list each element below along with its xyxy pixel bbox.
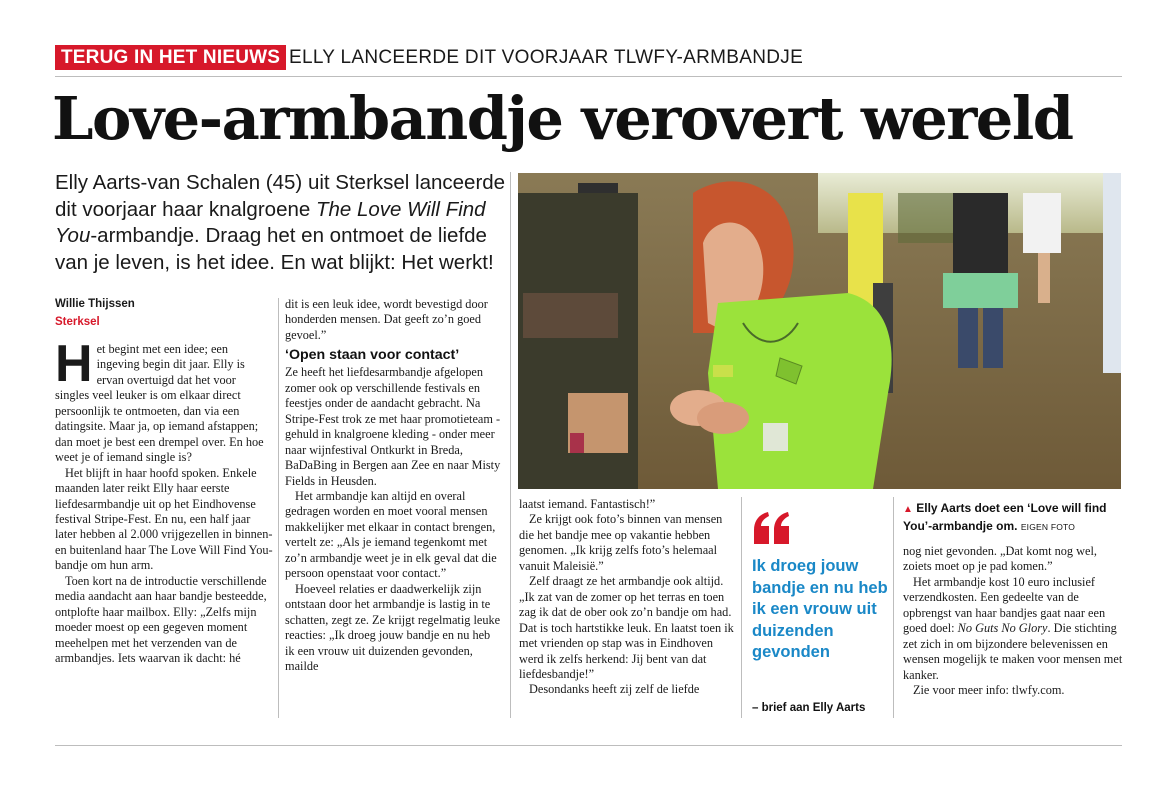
byline-author: Willie Thijssen — [55, 298, 135, 310]
article-column-2 — [285, 297, 502, 674]
quote-mark-icon — [752, 512, 792, 551]
paragraph — [903, 575, 1123, 683]
photo-caption — [903, 500, 1123, 535]
byline-place: Sterksel — [55, 316, 100, 328]
section-tag: TERUG IN HET NIEUWS — [55, 45, 286, 70]
bottom-divider — [55, 745, 1122, 746]
paragraph: laatst iemand. Fantastisch!” — [519, 497, 656, 511]
column-divider — [278, 298, 279, 718]
pull-quote-attribution: – brief aan Elly Aarts — [752, 702, 866, 714]
subheading: ‘Open staan voor contact’ — [285, 347, 460, 364]
intro-text-start: Elly Aarts-van Schalen (45) uit Sterksel lanceerde dit voorjaar haar knalgroene — [55, 171, 506, 221]
paragraph-text: Het armbandje kost 10 euro inclusief verzendkosten. Een gedeelte van de opbrengst van haar bandjes gaat naar een goed doel: — [903, 574, 1106, 636]
column-divider — [893, 497, 894, 718]
charity-name: No Guts No Glory — [957, 621, 1048, 636]
paragraph: nog niet gevonden. „Dat komt nog wel, zoiets moet op je pad komen.” — [903, 544, 1097, 574]
kicker-text: ELLY LANCEERDE DIT VOORJAAR TLWFY-ARMBANDJE — [289, 47, 804, 68]
paragraph: Hoeveel relaties er daadwerkelijk zijn ontstaan door het armbandje is lastig in te schatten, zegt ze. Ze krijgt regelmatig leuke reacties: „Ik droeg jouw bandje en nu heb ik een vrouw uit duizenden gevonden, mailde — [285, 581, 501, 673]
article-photo — [518, 173, 1121, 489]
paragraph: Zie voor meer info: tlwfy.com. — [913, 683, 1065, 698]
paragraph-text: . Die stichting zet zich in om bijzondere belevenissen en wensen mogelijk te maken voor mensen met kanker. — [903, 621, 1123, 682]
intro-title-italic: The Love Will Find You — [55, 197, 486, 247]
paragraph: Het armbandje kan altijd en overal gedragen worden en moet vooral mensen makkelijker met elkaar in contact brengen, vertelt ze: „Als je iemand tegenkomt met zo’n armbandje weet je in elk geval dat die persoon openstaat voor contact.” — [285, 488, 497, 581]
article-column-3 — [519, 497, 736, 698]
column-divider — [510, 172, 511, 718]
photo-illustration — [518, 173, 1121, 489]
paragraph: Het blijft in haar hoofd spoken. Enkele maanden later reikt Elly haar eerste liefdesarmbandje uit op het Eindhovense festival Stripe-Fest. En nu, een half jaar later hebben al 2.000 vrijgezellen in binnen- en buitenland haar The Love Will Find You-bandje om hun arm. — [55, 465, 273, 573]
paragraph: Desondanks heeft zij zelf de liefde — [529, 682, 700, 697]
caption-text: Elly Aarts doet een ‘Love will find You’-armbandje om. — [903, 501, 1107, 533]
article-column-1 — [55, 335, 273, 667]
triangle-icon: ▲ — [903, 504, 913, 515]
paragraph: Ze heeft het liefdesarmbandje afgelopen zomer ook op verschillende festivals en feestjes onder de aandacht gebracht. Na Stripe-Fest trok ze met haar promotieteam - gehuld in knalgroene kleding - onder meer naar wijnfestival Ontkurkt in Breda, BaDaBing in Bergen aan Zee en naar Misty Fields in Heusden. — [285, 365, 501, 488]
photo-credit: EIGEN FOTO — [1020, 522, 1076, 532]
paragraph: Ze krijgt ook foto’s binnen van mensen die het bandje mee op vakantie hebben genomen. „Ik krijg zelfs foto’s helemaal vanuit Maleisië.” — [519, 512, 723, 573]
pull-quote: Ik droeg jouw bandje en nu heb ik een vrouw uit duizenden gevonden — [752, 557, 888, 661]
drop-cap: H — [55, 335, 93, 393]
intro-paragraph — [55, 170, 510, 276]
paragraph: dit is een leuk idee, wordt bevestigd door honderden mensen. Dat geeft zo’n goed gevoel.” — [285, 297, 488, 342]
paragraph: Zelf draagt ze het armbandje ook altijd. „Ik zat van de zomer op het terras en toen zag ik dat de ober ook zo’n bandje om had. Dat is toch hartstikke leuk. En laatst toen ik met vrienden op stap was in Eindhoven werd ik zelfs herkend: Jij bent van dat liefdesbandje!” — [519, 574, 734, 681]
headline: Love-armbandje verovert wereld — [52, 84, 1073, 153]
paragraph-text: et begint met een idee; een ingeving begin dit jaar. Elly is ervan overtuigd dat het voor singles veel leuker is om elkaar direct persoonlijk te ontmoeten, dan via een datingsite. Maar ja, op iemand afstappen; dan moet je best een drempel over. En hoe weet je of iemand single is? — [55, 342, 264, 465]
column-divider — [741, 497, 742, 718]
paragraph: Toen kort na de introductie verschillende media aandacht aan haar bandje besteedde, ontplofte haar mailbox. Elly: „Zelfs mijn moeder moest op een gegeven moment meehelpen met het verzenden van de armbandjes. Iets waarvan ik dacht: hé — [55, 573, 267, 666]
article-column-4 — [903, 544, 1123, 699]
paragraph — [55, 335, 273, 466]
intro-text-end: -armbandje. Draag het en ontmoet de liefde van je leven, is het idee. En wat blijkt: Het werkt! — [55, 224, 494, 274]
